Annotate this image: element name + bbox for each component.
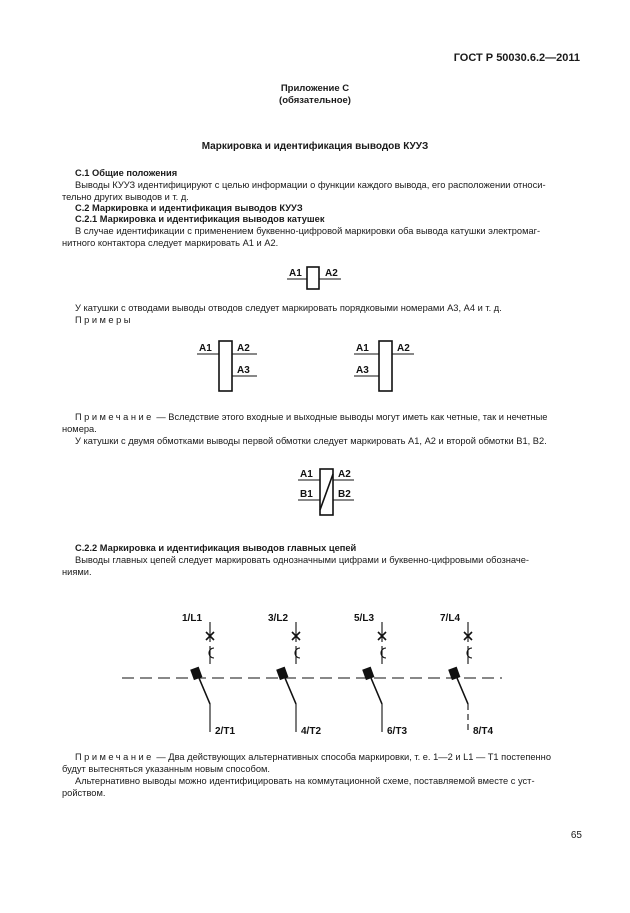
coil-a2-label: A2: [325, 268, 338, 279]
pole-3-contact: [371, 678, 382, 704]
note-2: [75, 752, 580, 764]
note-1-label: Примечание: [75, 412, 154, 422]
two-a1-label: A1: [300, 469, 313, 480]
pole-4-top-label: 7/L4: [440, 613, 461, 624]
c2-heading: С.2 Маркировка и идентификация выводов КУУЗ: [75, 203, 303, 213]
tap-right-a3-label: A3: [356, 365, 369, 376]
pole-2-bottom-label: 4/T2: [301, 726, 322, 737]
annex-status: (обязательное): [279, 95, 351, 106]
note-2-label: Примечание: [75, 752, 154, 762]
tap-left-a2-label: A2: [237, 343, 250, 354]
two-windings-text: У катушки с двумя обмотками выводы первой обмотки следует маркировать А1, А2 и второй обмотки В1, В2.: [75, 436, 547, 446]
pole-4-contact: [457, 678, 468, 704]
taps-text: У катушки с отводами выводы отводов следует маркировать порядковыми номерами А3, А4 и т. д.: [75, 303, 502, 313]
two-b1-label: B1: [300, 489, 313, 500]
c21-line2: нитного контактора следует маркировать А1 и А2.: [62, 238, 279, 248]
annex-title: Приложение С: [280, 83, 350, 94]
c21-heading: С.2.1 Маркировка и идентификация выводов катушек: [75, 214, 325, 224]
pole-2-top-label: 3/L2: [268, 613, 289, 624]
tapped-coil-left: [195, 336, 265, 394]
note-2-line1: — Два действующих альтернативных способа маркировки, т. е. 1—2 и L1 — T1 постепенно: [153, 752, 551, 762]
tap-right-a1-label: A1: [356, 343, 369, 354]
note-1-line2: номера.: [62, 424, 97, 434]
pole-4-bottom-label: 8/T4: [473, 726, 494, 737]
alt-line1: Альтернативно выводы можно идентифицировать на коммутационной схеме, поставляемой вместе с уст-: [75, 776, 535, 786]
c22-line1: Выводы главных цепей следует маркировать однозначными цифрами и буквенно-цифровыми обозначе-: [75, 555, 529, 565]
pole-3-top-label: 5/L3: [354, 613, 375, 624]
c1-heading: С.1 Общие положения: [75, 168, 178, 178]
pole-1-contact: [199, 678, 210, 704]
main-circuit-diagram: [120, 608, 510, 743]
two-a2-label: A2: [338, 469, 351, 480]
coil-a1-label: A1: [289, 268, 302, 279]
pole-1-bottom-label: 2/T1: [215, 726, 236, 737]
two-b2-label: B2: [338, 489, 351, 500]
pole-3-bottom-label: 6/T3: [387, 726, 408, 737]
c22-line2: ниями.: [62, 567, 92, 577]
note-1: [75, 412, 580, 424]
c1-line2: тельно других выводов и т. д.: [62, 192, 189, 202]
note-2-line2: будут вытесняться указанным новым способом.: [62, 764, 270, 774]
tapped-coil-right: [350, 336, 420, 394]
c21-line1: В случае идентификации с применением буквенно-цифровой маркировки оба вывода катушки электромаг-: [75, 226, 541, 236]
examples-label: Примеры: [75, 315, 133, 325]
coil-diagram: [285, 262, 355, 292]
c22-heading: С.2.2 Маркировка и идентификация выводов главных цепей: [75, 543, 357, 553]
tap-left-a1-label: A1: [199, 343, 212, 354]
two-winding-coil: [296, 462, 366, 520]
alt-line2: ройством.: [62, 788, 106, 798]
standard-header: ГОСТ Р 50030.6.2—2011: [453, 52, 580, 64]
c1-line1: Выводы КУУЗ идентифицируют с целью информации о функции каждого вывода, его расположении относи-: [75, 180, 546, 190]
pole-2-contact: [285, 678, 296, 704]
page-number: 65: [570, 830, 582, 841]
note-1-line1: — Вследствие этого входные и выходные выводы могут иметь как четные, так и нечетные: [153, 412, 548, 422]
pole-1-top-label: 1/L1: [182, 613, 203, 624]
section-title: Маркировка и идентификация выводов КУУЗ: [201, 141, 429, 152]
tap-left-a3-label: A3: [237, 365, 250, 376]
tap-right-a2-label: A2: [397, 343, 410, 354]
